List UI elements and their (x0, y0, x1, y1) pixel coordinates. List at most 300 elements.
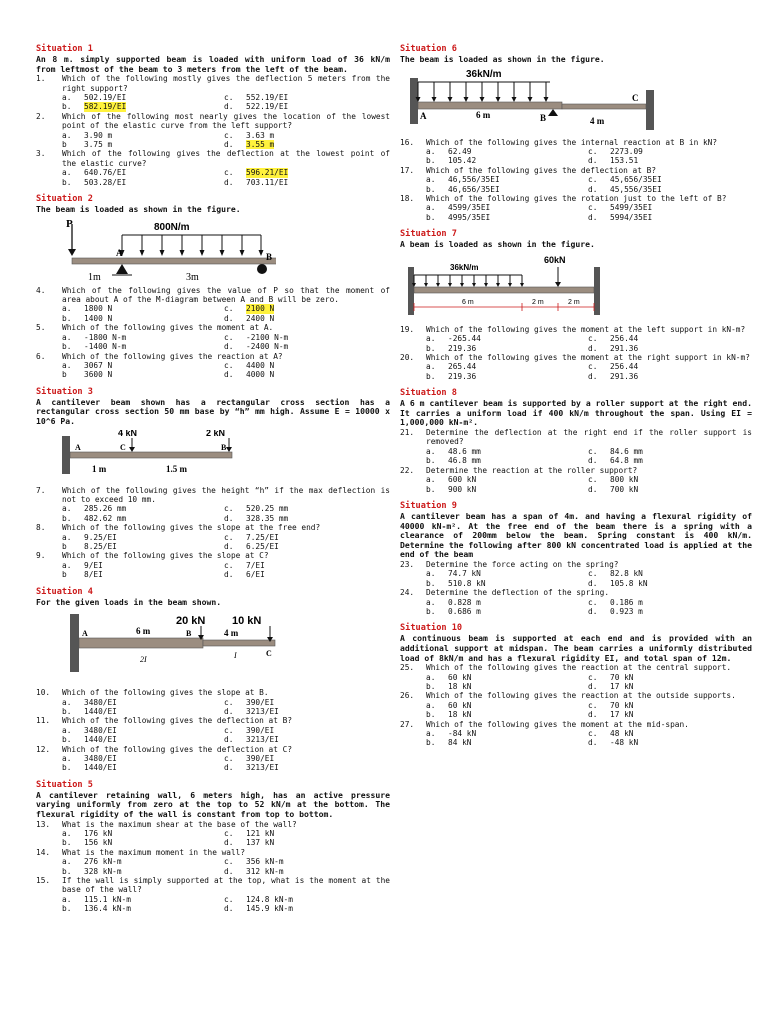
choice-letter: d. (588, 456, 598, 466)
question-item (36, 716, 390, 725)
choice-letter: d. (588, 212, 598, 222)
choice-letter: b. (426, 371, 436, 381)
question-text: What is the maximum shear at the base of the wall? (62, 819, 297, 829)
question-item (400, 720, 752, 729)
question-text: Which of the following gives the rotation just to the left of B? (426, 194, 727, 204)
situation-statement: A cantilever retaining wall, 6 meters high, has an active pressure varying uniformly from zero at the top to 52 kN/m at the bottom. The flexural rigidity of the wall is constant from top to bottom. (36, 789, 390, 819)
answer-choices (400, 475, 752, 494)
choice-letter: b. (62, 177, 72, 187)
choice-letter: a. (62, 504, 72, 514)
question-text: Which of the following gives the height “h” if the max deflection is not to exceed 10 mm. (62, 485, 390, 504)
choice-letter: b. (62, 866, 72, 876)
question-item (400, 560, 752, 569)
choice-letter: b (62, 570, 67, 580)
question-number: 23. (400, 559, 415, 569)
choice-letter: d. (588, 184, 598, 194)
choice-letter: d. (588, 484, 598, 494)
answer-choices (400, 147, 752, 166)
choice-letter: c. (224, 504, 234, 514)
choice-letter: c. (588, 362, 598, 372)
choice-value: 18 kN (448, 710, 472, 720)
question-number: 10. (36, 688, 51, 698)
choice-value: 0.828 m (448, 597, 481, 607)
fig-force: 60kN (544, 254, 566, 265)
choice-letter: b. (426, 156, 436, 166)
choice-value: 328 kN-m (84, 866, 122, 876)
fig-inertia-1: 2I (140, 655, 147, 665)
question-number: 3. (36, 149, 46, 159)
choice-letter: a. (62, 829, 72, 838)
choice-letter: c. (588, 334, 598, 344)
choice-letter: a. (426, 569, 436, 579)
choice-value: 136.4 kN-m (84, 904, 131, 914)
choice-value: 3600 N (84, 370, 113, 380)
fig-dim-2: 1.5 m (166, 463, 187, 474)
choice-value: 640.76/EI (84, 168, 127, 178)
question-item (400, 691, 752, 700)
choice-value: 62.49 (448, 147, 472, 156)
choice-value: 5994/35EI (610, 212, 653, 222)
question-text: Which of the following gives the deflection at B? (426, 165, 657, 175)
question-text: Which of the following gives the internal reaction at B in kN? (426, 137, 718, 147)
choice-letter: b. (62, 102, 72, 112)
choice-letter: c. (588, 147, 598, 156)
situation-heading: Situation 9 (400, 500, 457, 511)
situation-statement: An 8 m. simply supported beam is loaded with uniform load of 36 kN/m from leftmost of the beam to 3 meters from the left of the beam. (36, 54, 390, 74)
question-text: Which of the following gives the deflection at the lowest point of the elastic curve? (62, 149, 390, 168)
choice-letter: c. (224, 168, 234, 178)
choice-value: 17 kN (610, 710, 634, 720)
choice-value: 9/EI (84, 560, 103, 570)
choice-letter: d. (588, 156, 598, 166)
question-number: 21. (400, 428, 415, 438)
choice-letter: a. (62, 304, 72, 314)
choice-value: 3213/EI (246, 763, 279, 773)
choice-value: 522.19/EI (246, 102, 289, 112)
choice-value: 800 kN (610, 475, 639, 485)
situation-left-0 (36, 44, 390, 187)
choice-value: -84 kN (448, 728, 477, 738)
choice-letter: a. (62, 93, 72, 102)
question-item (36, 688, 390, 697)
fig-force-2: 2 kN (206, 429, 226, 438)
choice-letter: c. (224, 829, 234, 838)
question-text: Which of the following gives the moment at the right support in kN-m? (426, 353, 750, 363)
question-text: Which of the following most nearly gives the location of the lowest point of the elastic curve from the left support? (62, 111, 390, 131)
question-number: 12. (36, 744, 51, 754)
choice-letter: a. (426, 446, 436, 456)
question-text: Which of the following gives the slope at B. (62, 688, 269, 698)
answer-choices (400, 729, 752, 748)
question-item (36, 74, 390, 93)
choice-letter: b. (62, 313, 72, 323)
answer-choices (400, 569, 752, 588)
choice-value: -2400 N-m (246, 342, 289, 352)
choice-letter: d. (588, 606, 598, 616)
question-text: Which of the following gives the reaction at A? (62, 351, 283, 361)
question-number: 11. (36, 716, 51, 726)
figure-situation-6 (400, 68, 660, 134)
choice-letter: a. (62, 857, 72, 867)
answer-choices (400, 447, 752, 466)
question-text: Which of the following gives the moment at A. (62, 323, 274, 333)
choice-value: 70 kN (610, 700, 634, 710)
situation-left-1 (36, 194, 390, 380)
choice-value: 115.1 kN-m (84, 894, 131, 904)
figure-situation-2 (36, 218, 276, 282)
choice-value: 4995/35EI (448, 212, 491, 222)
question-number: 5. (36, 323, 46, 333)
situation-statement: A beam is loaded as shown in the figure. (400, 239, 595, 250)
choice-letter: c. (224, 360, 234, 370)
question-item (36, 149, 390, 168)
fig-label-B: B (186, 629, 192, 639)
choice-value: 64.8 mm (610, 456, 643, 466)
choice-value: 1800 N (84, 304, 113, 314)
choice-value: 3067 N (84, 360, 113, 370)
fig-label-C: C (266, 649, 272, 659)
choice-letter: b. (426, 456, 436, 466)
fig-force-1: 4 kN (118, 429, 138, 438)
choice-letter: a. (426, 334, 436, 344)
choice-letter: d. (224, 706, 234, 716)
question-item (36, 112, 390, 131)
choice-letter: b (62, 370, 67, 380)
question-text: Determine the deflection at the right end if the roller support is removed? (426, 428, 752, 447)
question-text: Which of the following mostly gives the deflection 5 meters from the right support? (62, 74, 390, 93)
fig-dim-3: 2 m (568, 298, 580, 306)
choice-value: 46,556/35EI (448, 175, 500, 185)
fig-dim-1: 6 m (136, 626, 151, 637)
fig-label-A: A (420, 110, 427, 121)
question-text: Determine the reaction at the roller support? (426, 465, 638, 475)
question-number: 6. (36, 351, 46, 361)
fig-dim-2: 4 m (224, 628, 239, 639)
choice-value: 2100 N (246, 304, 275, 314)
choice-value: 4400 N (246, 360, 275, 370)
fig-label-P: P (66, 217, 73, 230)
choice-letter: a. (62, 560, 72, 570)
question-number: 19. (400, 324, 415, 334)
fig-label-C: C (120, 442, 126, 452)
answer-choices (36, 504, 390, 523)
choice-letter: d. (224, 570, 234, 580)
choice-value: 1440/EI (84, 763, 117, 773)
choice-letter: b. (426, 738, 436, 748)
question-number: 13. (36, 819, 51, 829)
choice-value: 3213/EI (246, 706, 279, 716)
situation-heading: Situation 2 (36, 194, 93, 205)
choice-value: 265.44 (448, 362, 477, 372)
question-text: Which of the following gives the reaction at the outside supports. (426, 691, 736, 701)
choice-value: 7/EI (246, 560, 265, 570)
situation-heading: Situation 4 (36, 586, 93, 597)
choice-value: 703.11/EI (246, 177, 289, 187)
choice-letter: b (62, 541, 67, 551)
answer-choices (36, 857, 390, 876)
choice-value: 1400 N (84, 313, 113, 323)
question-number: 25. (400, 663, 415, 673)
choice-letter: c. (588, 700, 598, 710)
choice-letter: b. (62, 342, 72, 352)
choice-value: 390/EI (246, 754, 275, 763)
choice-value: 285.26 mm (84, 504, 127, 514)
left-column (36, 44, 390, 921)
choice-letter: d. (224, 763, 234, 773)
question-text: Which of the following gives the deflection at B? (62, 716, 293, 726)
choice-value: 60 kN (448, 700, 472, 710)
question-item (400, 325, 752, 334)
right-column (400, 44, 752, 755)
answer-choices (36, 726, 390, 745)
choice-value: 48 kN (610, 728, 634, 738)
choice-value: 46.8 mm (448, 456, 481, 466)
question-text: Which of the following gives the value of P so that the moment of area about A of the M-diagram between A and B will be zero. (62, 285, 390, 305)
fig-label-A: A (75, 442, 81, 452)
choice-letter: d. (224, 904, 234, 914)
choice-letter: b. (62, 513, 72, 523)
question-item (400, 194, 752, 203)
situation-right-0 (400, 44, 752, 222)
question-text: If the wall is simply supported at the top, what is the moment at the base of the wall? (62, 876, 390, 895)
choice-value: -265.44 (448, 334, 481, 344)
fig-inertia-2: I (234, 651, 237, 661)
question-text: Which of the following gives the reaction at the central support. (426, 663, 732, 673)
fig-dim-1: 1 m (92, 463, 107, 474)
choice-letter: c. (224, 130, 234, 140)
situation-left-4 (36, 780, 390, 914)
question-number: 1. (36, 74, 46, 84)
choice-value: 2273.09 (610, 147, 643, 156)
question-item (400, 138, 752, 147)
choice-value: 4599/35EI (448, 203, 491, 213)
choice-value: 176 kN (84, 829, 113, 838)
choice-letter: c. (224, 857, 234, 867)
choice-letter: a. (62, 754, 72, 763)
choice-value: 74.7 kN (448, 569, 481, 579)
choice-value: 8/EI (84, 570, 103, 580)
question-item (36, 820, 390, 829)
choice-letter: d. (224, 102, 234, 112)
answer-choices (36, 131, 390, 150)
situation-statement: A continuous beam is supported at each end and is provided with an additional support at midspan. The beam carries a uniformly distributed load of 8kN/m and has a flexural rigidity EI, and total span of 12m. (400, 633, 752, 663)
choice-value: 3213/EI (246, 735, 279, 745)
fig-force-2: 10 kN (232, 615, 262, 628)
choice-letter: c. (224, 532, 234, 542)
question-item (400, 353, 752, 362)
choice-letter: b. (426, 184, 436, 194)
choice-letter: d. (224, 177, 234, 187)
choice-letter: b. (426, 343, 436, 353)
choice-letter: a. (62, 130, 72, 140)
choice-letter: d. (588, 578, 598, 588)
choice-letter: c. (224, 304, 234, 314)
question-item (36, 323, 390, 332)
answer-choices (36, 698, 390, 717)
choice-value: 46,656/35EI (448, 184, 500, 194)
answer-choices (400, 701, 752, 720)
choice-value: 291.36 (610, 343, 639, 353)
answer-choices (400, 598, 752, 617)
choice-value: 45,556/35EI (610, 184, 662, 194)
fig-label-C: C (632, 92, 639, 103)
question-number: 9. (36, 551, 46, 561)
choice-letter: c. (588, 569, 598, 579)
choice-value: 105.42 (448, 156, 477, 166)
choice-value: 18 kN (448, 681, 472, 691)
answer-choices (36, 895, 390, 914)
fig-label-B: B (540, 112, 547, 123)
question-text: Determine the deflection of the spring. (426, 588, 610, 598)
answer-choices (36, 168, 390, 187)
choice-letter: d. (224, 140, 234, 150)
question-item (36, 551, 390, 560)
choice-value: -48 kN (610, 738, 639, 748)
choice-value: 45,656/35EI (610, 175, 662, 185)
choice-letter: b. (62, 735, 72, 745)
fig-label-A: A (116, 247, 123, 258)
choice-value: 48.6 mm (448, 446, 481, 456)
situation-heading: Situation 7 (400, 229, 457, 240)
choice-value: 0.186 m (610, 597, 643, 607)
question-number: 14. (36, 847, 51, 857)
question-item (400, 428, 752, 447)
choice-letter: b. (62, 763, 72, 773)
figure-situation-7 (400, 253, 610, 321)
fig-load-label: 36kN/m (450, 262, 479, 272)
choice-value: 900 kN (448, 484, 477, 494)
choice-letter: a. (62, 360, 72, 370)
choice-value: 156 kN (84, 838, 113, 848)
choice-letter: b. (426, 578, 436, 588)
choice-value: 17 kN (610, 681, 634, 691)
choice-letter: c. (588, 728, 598, 738)
choice-letter: a. (426, 728, 436, 738)
question-number: 16. (400, 137, 415, 147)
question-number: 27. (400, 719, 415, 729)
question-item (36, 745, 390, 754)
choice-letter: b. (426, 606, 436, 616)
choice-value: 291.36 (610, 371, 639, 381)
figure-situation-3 (36, 430, 236, 482)
answer-choices (36, 533, 390, 552)
choice-value: 219.36 (448, 343, 477, 353)
choice-letter: c. (224, 697, 234, 707)
choice-letter: d. (224, 838, 234, 848)
fig-dim-2: 2 m (532, 298, 544, 306)
choice-value: 124.8 kN-m (246, 894, 293, 904)
choice-value: 105.8 kN (610, 578, 648, 588)
choice-value: 552.19/EI (246, 93, 289, 102)
situation-right-4 (400, 623, 752, 747)
choice-value: 482.62 mm (84, 513, 127, 523)
choice-value: 3480/EI (84, 725, 117, 735)
choice-value: 137 kN (246, 838, 275, 848)
situation-statement: A 6 m cantilever beam is supported by a roller support at the right end. It carries a uniform load if 400 kN/m throughout the span. Using EI = 1,000,000 kN-m². (400, 398, 752, 428)
choice-letter: a. (62, 168, 72, 178)
question-text: Which of the following gives the moment at the left support in kN-m? (426, 324, 746, 334)
answer-choices (36, 93, 390, 112)
question-text: Which of the following gives the slope at the free end? (62, 523, 321, 533)
choice-letter: c. (224, 754, 234, 763)
question-number: 17. (400, 165, 415, 175)
choice-letter: a. (426, 672, 436, 682)
choice-value: 121 kN (246, 829, 275, 838)
choice-value: 276 kN-m (84, 857, 122, 867)
choice-letter: d. (588, 710, 598, 720)
choice-letter: d. (588, 738, 598, 748)
answer-choices (36, 304, 390, 323)
answer-choices (400, 203, 752, 222)
situation-right-2 (400, 388, 752, 494)
choice-value: 219.36 (448, 371, 477, 381)
choice-value: 600 kN (448, 475, 477, 485)
situation-statement: The beam is loaded as shown in the figure. (400, 54, 605, 64)
answer-choices (400, 362, 752, 381)
question-item (36, 876, 390, 895)
choice-value: 256.44 (610, 362, 639, 372)
choice-value: 60 kN (448, 672, 472, 682)
choice-value: 153.51 (610, 156, 639, 166)
question-number: 18. (400, 194, 415, 204)
choice-value: 1440/EI (84, 706, 117, 716)
fig-dim-2: 3m (186, 271, 199, 282)
choice-letter: d. (224, 513, 234, 523)
question-number: 7. (36, 485, 46, 495)
choice-letter: b. (62, 838, 72, 848)
choice-value: -2100 N-m (246, 332, 289, 342)
choice-value: 510.8 kN (448, 578, 486, 588)
choice-value: 390/EI (246, 725, 275, 735)
choice-letter: c. (588, 446, 598, 456)
answer-choices (36, 361, 390, 380)
choice-value: 82.8 kN (610, 569, 643, 579)
choice-value: 700 kN (610, 484, 639, 494)
choice-value: 2400 N (246, 313, 275, 323)
choice-value: 256.44 (610, 334, 639, 344)
choice-value: 520.25 mm (246, 504, 289, 514)
question-text: Which of the following gives the slope at C? (62, 551, 269, 561)
choice-value: 328.35 mm (246, 513, 289, 523)
choice-letter: a. (426, 597, 436, 607)
choice-value: 1440/EI (84, 735, 117, 745)
question-number: 8. (36, 523, 46, 533)
choice-value: -1800 N-m (84, 332, 127, 342)
choice-letter: d. (224, 342, 234, 352)
question-item (400, 166, 752, 175)
choice-letter: c. (588, 175, 598, 185)
situation-right-1 (400, 229, 752, 381)
choice-letter: c. (588, 597, 598, 607)
choice-letter: d. (588, 343, 598, 353)
choice-letter: a. (426, 175, 436, 185)
situation-heading: Situation 1 (36, 44, 93, 54)
situation-right-3 (400, 501, 752, 616)
question-text: Determine the force acting on the spring? (426, 559, 619, 569)
choice-letter: c. (224, 93, 234, 102)
choice-value: 145.9 kN-m (246, 904, 293, 914)
choice-letter: a. (62, 332, 72, 342)
choice-value: 3.75 m (84, 140, 113, 150)
question-item (36, 523, 390, 532)
choice-letter: a. (62, 894, 72, 904)
fig-dim-2: 4 m (590, 115, 605, 126)
situation-heading: Situation 10 (400, 623, 463, 634)
choice-value: 4000 N (246, 370, 275, 380)
question-item (36, 352, 390, 361)
choice-letter: b. (426, 710, 436, 720)
choice-letter: a. (426, 475, 436, 485)
